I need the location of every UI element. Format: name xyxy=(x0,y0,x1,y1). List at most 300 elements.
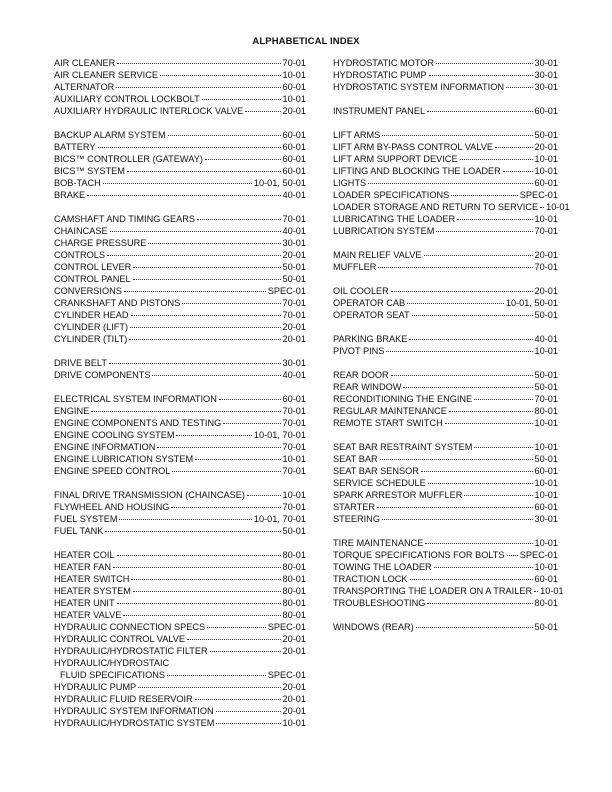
dot-leader xyxy=(457,219,532,220)
index-entry-topic: AIR CLEANER SERVICE xyxy=(54,70,158,80)
index-entry-topic: FINAL DRIVE TRANSMISSION (CHAINCASE) xyxy=(54,490,245,500)
index-entry-page: 50-01 xyxy=(282,274,306,284)
index-entry-topic: LOADER SPECIFICATIONS xyxy=(333,190,450,200)
dot-leader xyxy=(216,711,281,712)
index-entry xyxy=(333,621,558,633)
index-entry-topic: SPARK ARRESTOR MUFFLER xyxy=(333,490,463,500)
dot-leader xyxy=(380,459,533,460)
index-entry-topic: SERVICE SCHEDULE xyxy=(333,478,426,488)
index-column-right xyxy=(333,57,570,645)
index-entry xyxy=(333,597,558,609)
index-entry-page: 20-01 xyxy=(534,250,558,260)
index-entry-page: 30-01 xyxy=(534,82,558,92)
index-letter-group xyxy=(54,57,306,117)
dot-leader xyxy=(117,63,280,64)
index-entry-topic: PIVOT PINS xyxy=(333,346,385,356)
index-entry xyxy=(333,309,558,321)
index-entry-page: 60-01 xyxy=(534,502,558,512)
index-letter-group xyxy=(333,621,558,633)
index-entry xyxy=(333,417,558,429)
index-entry xyxy=(54,129,306,141)
index-entry-page: 20-01 xyxy=(534,286,558,296)
dot-leader xyxy=(197,219,280,220)
index-entry xyxy=(54,297,306,309)
index-entry xyxy=(54,441,306,453)
index-entry-topic: TROUBLESHOOTING xyxy=(333,598,426,608)
dot-leader xyxy=(409,339,532,340)
dot-leader xyxy=(133,267,280,268)
index-entry-topic: CONTROL PANEL xyxy=(54,274,131,284)
index-entry-page: 50-01 xyxy=(534,310,558,320)
index-entry-page: 10-01, 70-01 xyxy=(253,514,306,524)
index-entry-page: 70-01 xyxy=(282,58,306,68)
index-entry-topic: ENGINE LUBRICATION SYSTEM xyxy=(54,454,194,464)
index-entry xyxy=(333,561,558,573)
index-entry-page: 20-01 xyxy=(282,106,306,116)
dot-leader xyxy=(109,363,281,364)
dot-leader xyxy=(403,387,532,388)
index-entry-topic: BOB-TACH xyxy=(54,178,101,188)
index-entry-topic: HYDRAULIC/HYDROSTAIC xyxy=(54,658,170,668)
dot-leader xyxy=(117,603,281,604)
index-entry xyxy=(54,429,306,441)
index-entry xyxy=(54,681,306,693)
index-entry-page: 60-01 xyxy=(534,574,558,584)
dot-leader xyxy=(210,651,281,652)
index-entry-page: 70-01 xyxy=(282,298,306,308)
index-entry-page: 40-01 xyxy=(282,190,306,200)
index-entry-topic: HYDRAULIC/HYDROSTATIC SYSTEM xyxy=(54,718,215,728)
index-entry xyxy=(54,573,306,585)
index-entry-page: 30-01 xyxy=(534,58,558,68)
index-entry xyxy=(54,237,306,249)
index-entry xyxy=(333,285,558,297)
dot-leader xyxy=(245,111,280,112)
page-title: ALPHABETICAL INDEX xyxy=(252,36,360,47)
dot-leader xyxy=(449,411,533,412)
index-entry-page: 10-01 xyxy=(282,94,306,104)
index-entry xyxy=(333,141,558,153)
index-entry-topic: TIRE MAINTENANCE xyxy=(333,538,424,548)
dot-leader xyxy=(474,399,532,400)
dot-leader xyxy=(133,591,281,592)
dot-leader xyxy=(436,63,532,64)
index-entry-topic: OPERATOR CAB xyxy=(333,298,406,308)
index-entry-page: 80-01 xyxy=(282,610,306,620)
index-entry-page: 10-01 xyxy=(540,586,564,596)
index-entry-page: 20-01 xyxy=(282,694,306,704)
index-entry-topic: HEATER FAN xyxy=(54,562,112,572)
index-entry-page: 70-01 xyxy=(534,394,558,404)
index-entry xyxy=(54,561,306,573)
index-entry-page: 50-01 xyxy=(282,526,306,536)
index-entry-page: SPEC-01 xyxy=(267,622,306,632)
dot-leader xyxy=(205,159,281,160)
index-entry xyxy=(54,213,306,225)
index-entry-topic: LOADER STORAGE AND RETURN TO SERVICE xyxy=(333,202,539,212)
index-entry-topic: HYDRAULIC PUMP xyxy=(54,682,137,692)
dot-leader xyxy=(119,519,251,520)
dot-leader xyxy=(427,111,532,112)
index-entry-topic: ELECTRICAL SYSTEM INFORMATION xyxy=(54,394,217,404)
dot-leader xyxy=(436,231,532,232)
index-entry-topic: PARKING BRAKE xyxy=(333,334,408,344)
index-entry-page: 10-01 xyxy=(282,718,306,728)
index-entry-topic: AUXILIARY HYDRAULIC INTERLOCK VALVE xyxy=(54,106,244,116)
dot-leader xyxy=(507,555,518,556)
dot-leader xyxy=(124,291,266,292)
index-entry xyxy=(333,201,570,213)
index-entry xyxy=(333,393,558,405)
index-entry xyxy=(333,57,558,69)
index-entry-topic: BICS™ CONTROLLER (GATEWAY) xyxy=(54,154,203,164)
index-entry-topic: CYLINDER (LIFT) xyxy=(54,322,129,332)
index-entry xyxy=(333,213,558,225)
index-entry-page: 10-01 xyxy=(534,214,558,224)
index-entry xyxy=(54,189,306,201)
index-entry xyxy=(333,153,558,165)
dot-leader xyxy=(434,567,533,568)
index-entry-topic: STARTER xyxy=(333,502,376,512)
dot-leader xyxy=(127,171,281,172)
index-entry-topic: WINDOWS (REAR) xyxy=(333,622,414,632)
index-entry-topic: CONTROL LEVER xyxy=(54,262,132,272)
index-entry-topic: HYDRAULIC SYSTEM INFORMATION xyxy=(54,706,214,716)
index-entry xyxy=(54,141,306,153)
index-letter-group xyxy=(54,489,306,537)
index-entry-topic: LUBRICATING THE LOADER xyxy=(333,214,456,224)
index-entry-topic: FUEL TANK xyxy=(54,526,104,536)
index-entry xyxy=(333,453,558,465)
dot-leader xyxy=(391,375,533,376)
dot-leader xyxy=(407,303,504,304)
index-entry-page: 40-01 xyxy=(534,334,558,344)
dot-leader xyxy=(474,447,532,448)
index-entry-page: 80-01 xyxy=(534,406,558,416)
index-entry xyxy=(333,381,558,393)
index-entry-page: 60-01 xyxy=(282,166,306,176)
index-entry-page: SPEC-01 xyxy=(519,190,558,200)
dot-leader xyxy=(506,87,533,88)
index-entry-topic: STEERING xyxy=(333,514,380,524)
dot-leader xyxy=(219,399,281,400)
dot-leader xyxy=(157,447,280,448)
index-entry-page: 20-01 xyxy=(282,682,306,692)
index-entry-page: 60-01 xyxy=(282,154,306,164)
index-entry-page: 10-01 xyxy=(534,490,558,500)
index-letter-group xyxy=(54,129,306,201)
index-entry-topic: HEATER UNIT xyxy=(54,598,115,608)
index-entry xyxy=(54,393,306,405)
index-entry xyxy=(54,333,306,345)
index-entry-topic: ENGINE SPEED CONTROL xyxy=(54,466,171,476)
index-entry-topic: DRIVE BELT xyxy=(54,358,107,368)
index-entry-page: 50-01 xyxy=(534,622,558,632)
index-entry xyxy=(333,249,558,261)
index-entry-topic: HEATER SWITCH xyxy=(54,574,130,584)
dot-leader xyxy=(534,591,538,592)
index-entry-topic: HYDROSTATIC SYSTEM INFORMATION xyxy=(333,82,504,92)
index-entry xyxy=(333,189,558,201)
index-entry-page: 80-01 xyxy=(282,550,306,560)
index-entry xyxy=(54,525,306,537)
index-entry-page: 70-01 xyxy=(282,406,306,416)
index-entry-topic: CRANKSHAFT AND PISTONS xyxy=(54,298,181,308)
index-entry-page: 50-01 xyxy=(534,370,558,380)
index-entry-topic: TRACTION LOCK xyxy=(333,574,408,584)
index-entry-topic: REGULAR MAINTENANCE xyxy=(333,406,447,416)
index-entry xyxy=(333,165,558,177)
dot-leader xyxy=(182,303,280,304)
index-entry xyxy=(333,345,558,357)
index-entry-topic: TOWING THE LOADER xyxy=(333,562,432,572)
index-entry xyxy=(54,177,306,189)
index-entry-topic: CYLINDER (TILT) xyxy=(54,334,128,344)
index-entry-page: 10-01 xyxy=(534,346,558,356)
dot-leader xyxy=(113,567,280,568)
index-entry xyxy=(333,369,558,381)
index-entry-page: 20-01 xyxy=(282,634,306,644)
index-entry xyxy=(333,549,558,561)
dot-leader xyxy=(138,687,280,688)
dot-leader xyxy=(91,411,280,412)
index-entry-page: 10-01 xyxy=(534,478,558,488)
dot-leader xyxy=(382,135,532,136)
index-entry-page: SPEC-01 xyxy=(267,670,306,680)
index-entry-page: 20-01 xyxy=(282,322,306,332)
index-entry-page: 20-01 xyxy=(282,334,306,344)
dot-leader xyxy=(386,351,532,352)
dot-leader xyxy=(451,195,517,196)
index-column-left xyxy=(54,57,306,741)
index-entry xyxy=(54,501,306,513)
dot-leader xyxy=(171,507,280,508)
index-entry xyxy=(54,369,306,381)
index-entry-topic: LIFT ARM SUPPORT DEVICE xyxy=(333,154,458,164)
index-entry-topic: SEAT BAR RESTRAINT SYSTEM xyxy=(333,442,473,452)
index-entry-topic: TRANSPORTING THE LOADER ON A TRAILER xyxy=(333,586,533,596)
index-letter-group xyxy=(333,129,570,237)
index-letter-group xyxy=(333,105,558,117)
index-entry-page: 30-01 xyxy=(534,514,558,524)
index-entry-page: 60-01 xyxy=(282,394,306,404)
index-entry-page: SPEC-01 xyxy=(267,286,306,296)
index-entry-topic: CYLINDER HEAD xyxy=(54,310,129,320)
index-entry xyxy=(54,585,306,597)
index-entry xyxy=(333,261,558,273)
index-entry xyxy=(333,537,558,549)
index-entry-topic: HYDROSTATIC MOTOR xyxy=(333,58,435,68)
dot-leader xyxy=(425,543,532,544)
index-entry-page: 10-01, 50-01 xyxy=(505,298,558,308)
index-entry xyxy=(54,693,306,705)
dot-leader xyxy=(445,423,533,424)
index-entry xyxy=(54,261,306,273)
index-entry xyxy=(54,609,306,621)
index-letter-group xyxy=(333,249,558,273)
index-entry xyxy=(54,309,306,321)
dot-leader xyxy=(123,615,280,616)
index-entry-page: 60-01 xyxy=(282,82,306,92)
index-entry xyxy=(333,81,558,93)
index-entry-page: 20-01 xyxy=(282,646,306,656)
index-entry xyxy=(333,297,558,309)
index-entry-topic: TORQUE SPECIFICATIONS FOR BOLTS xyxy=(333,550,505,560)
index-entry-topic: LIFTING AND BLOCKING THE LOADER xyxy=(333,166,501,176)
index-entry xyxy=(54,657,306,669)
dot-leader xyxy=(87,195,280,196)
dot-leader xyxy=(464,495,532,496)
index-entry xyxy=(54,273,306,285)
dot-leader xyxy=(117,555,281,556)
dot-leader xyxy=(167,675,266,676)
dot-leader xyxy=(195,459,280,460)
index-entry xyxy=(54,417,306,429)
dot-leader xyxy=(131,315,281,316)
dot-leader xyxy=(540,207,544,208)
index-entry xyxy=(333,501,558,513)
index-entry-topic: FUEL SYSTEM xyxy=(54,514,118,524)
index-entry xyxy=(333,405,558,417)
index-entry-page: 10-01 xyxy=(534,418,558,428)
dot-leader xyxy=(424,255,533,256)
index-entry xyxy=(54,225,306,237)
index-letter-group xyxy=(54,213,306,345)
index-entry-page: 10-01 xyxy=(282,454,306,464)
index-entry-topic: FLYWHEEL AND HOUSING xyxy=(54,502,170,512)
index-entry xyxy=(333,489,558,501)
index-entry xyxy=(333,441,558,453)
dot-leader xyxy=(382,519,533,520)
index-entry xyxy=(333,129,558,141)
index-entry-topic: BICS™ SYSTEM xyxy=(54,166,125,176)
dot-leader xyxy=(368,183,532,184)
index-entry xyxy=(333,465,558,477)
dot-leader xyxy=(391,291,533,292)
dot-leader xyxy=(377,507,532,508)
index-entry-topic: BRAKE xyxy=(54,190,86,200)
dot-leader xyxy=(116,87,280,88)
index-entry-topic: MAIN RELIEF VALVE xyxy=(333,250,422,260)
index-entry-page: 60-01 xyxy=(534,106,558,116)
index-entry xyxy=(333,585,564,597)
index-entry xyxy=(54,93,306,105)
index-entry-page: 10-01, 70-01 xyxy=(253,430,306,440)
dot-leader xyxy=(460,159,533,160)
index-entry-page: 30-01 xyxy=(282,238,306,248)
index-entry xyxy=(333,177,558,189)
index-letter-group xyxy=(333,537,564,609)
index-entry xyxy=(54,57,306,69)
index-entry-topic: REAR WINDOW xyxy=(333,382,402,392)
dot-leader xyxy=(223,423,280,424)
dot-leader xyxy=(429,75,533,76)
dot-leader xyxy=(168,135,281,136)
index-entry-topic: HYDROSTATIC PUMP xyxy=(333,70,427,80)
index-entry-page: 60-01 xyxy=(534,466,558,476)
index-entry-page: 20-01 xyxy=(282,706,306,716)
index-entry-page: 10-01 xyxy=(546,202,570,212)
index-entry xyxy=(333,477,558,489)
index-entry xyxy=(333,69,558,81)
index-entry xyxy=(54,405,306,417)
index-entry-page: 80-01 xyxy=(282,586,306,596)
index-letter-group xyxy=(54,357,306,381)
index-entry-page: 10-01 xyxy=(534,166,558,176)
index-entry xyxy=(54,321,306,333)
index-entry-topic: BACKUP ALARM SYSTEM xyxy=(54,130,166,140)
dot-leader xyxy=(160,75,281,76)
index-entry xyxy=(54,489,306,501)
index-entry-page: 70-01 xyxy=(282,418,306,428)
index-entry-topic: FLUID SPECIFICATIONS xyxy=(60,670,165,680)
dot-leader xyxy=(495,147,533,148)
index-entry xyxy=(54,669,306,681)
index-entry-page: 70-01 xyxy=(282,442,306,452)
index-entry-topic: AIR CLEANER xyxy=(54,58,116,68)
dot-leader xyxy=(428,483,533,484)
index-entry xyxy=(333,573,558,585)
dot-leader xyxy=(129,339,280,340)
dot-leader xyxy=(202,99,281,100)
index-entry xyxy=(54,597,306,609)
index-letter-group xyxy=(333,57,558,93)
dot-leader xyxy=(133,279,281,280)
index-entry-page: 40-01 xyxy=(282,226,306,236)
index-entry xyxy=(54,285,306,297)
index-entry-page: 10-01 xyxy=(282,490,306,500)
index-entry-page: 80-01 xyxy=(282,562,306,572)
index-entry xyxy=(54,249,306,261)
dot-leader xyxy=(103,183,252,184)
index-entry-topic: CAMSHAFT AND TIMING GEARS xyxy=(54,214,196,224)
index-entry-page: 20-01 xyxy=(282,250,306,260)
index-entry-page: 50-01 xyxy=(534,130,558,140)
index-entry-topic: ENGINE COOLING SYSTEM xyxy=(54,430,175,440)
index-entry-page: 30-01 xyxy=(534,70,558,80)
index-entry-topic: ENGINE INFORMATION xyxy=(54,442,156,452)
dot-leader xyxy=(416,627,533,628)
index-entry-page: 80-01 xyxy=(282,598,306,608)
index-entry-topic: LIFT ARM BY-PASS CONTROL VALVE xyxy=(333,142,493,152)
index-entry xyxy=(333,225,558,237)
index-entry-page: 10-01 xyxy=(282,70,306,80)
index-entry-page: 60-01 xyxy=(282,142,306,152)
index-letter-group xyxy=(333,333,558,357)
index-letter-group xyxy=(333,285,558,321)
index-entry-page: 80-01 xyxy=(534,598,558,608)
dot-leader xyxy=(187,639,280,640)
dot-leader xyxy=(412,315,533,316)
index-entry-topic: INSTRUMENT PANEL xyxy=(333,106,426,116)
index-entry-topic: DRIVE COMPONENTS xyxy=(54,370,151,380)
dot-leader xyxy=(98,147,281,148)
index-entry-topic: ENGINE COMPONENTS AND TESTING xyxy=(54,418,222,428)
index-entry-topic: HYDRAULIC CONTROL VALVE xyxy=(54,634,186,644)
index-entry-topic: RECONDITIONING THE ENGINE xyxy=(333,394,473,404)
index-letter-group xyxy=(54,549,306,729)
dot-leader xyxy=(195,699,281,700)
dot-leader xyxy=(247,495,281,496)
index-entry-page: 30-01 xyxy=(282,358,306,368)
index-entry-page: 20-01 xyxy=(534,142,558,152)
index-entry-page: 10-01, 50-01 xyxy=(253,178,306,188)
index-entry-page: 70-01 xyxy=(534,262,558,272)
index-entry-page: 70-01 xyxy=(282,310,306,320)
index-entry-page: 70-01 xyxy=(534,226,558,236)
index-entry xyxy=(54,153,306,165)
index-entry-topic: CHAINCASE xyxy=(54,226,108,236)
